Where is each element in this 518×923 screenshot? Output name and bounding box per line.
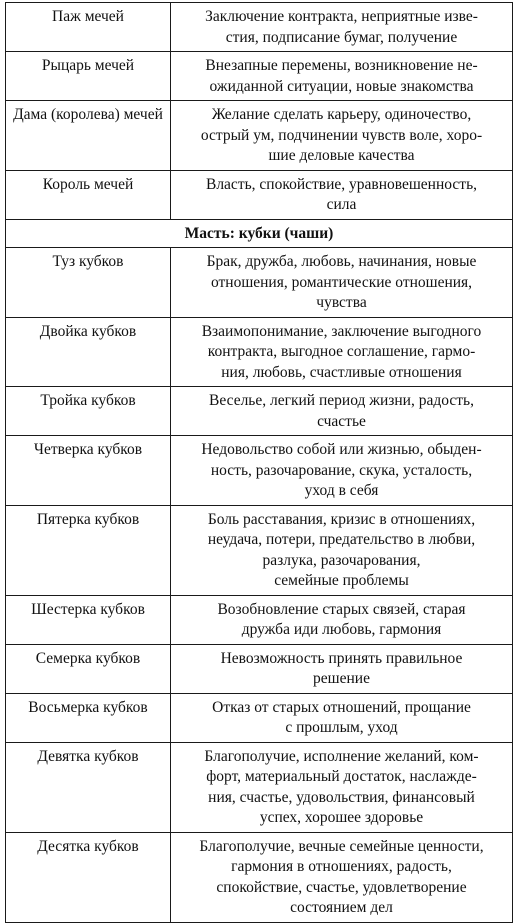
meaning-line: Брак, дружба, любовь, начинания, новые: [206, 253, 477, 270]
meaning-line: Боль расставания, кризис в отношениях,: [207, 510, 476, 528]
card-meaning: [171, 436, 513, 506]
meaning-line: решение: [313, 670, 370, 687]
meaning-line: Отказ от старых отношений, прощание: [212, 698, 471, 716]
meaning-line: чувства: [316, 294, 367, 311]
section-title: Масть: кубки (чаши): [6, 219, 513, 248]
card-name: Тройка кубков: [6, 387, 171, 436]
meaning-line: Веселье, легкий период жизни, радость,: [209, 392, 474, 409]
meaning-line: шие деловые качества: [268, 147, 415, 164]
card-meaning: [171, 3, 513, 52]
card-name: Рыцарь мечей: [6, 52, 171, 101]
meaning-line: ность, разочарование, скука, усталость,: [210, 461, 473, 479]
meaning-line: Желание сделать карьеру, одиночество,: [211, 106, 472, 123]
meaning-line: семейные проблемы: [274, 572, 409, 589]
card-meaning: [171, 317, 513, 387]
card-name: Девятка кубков: [6, 742, 171, 832]
table-row: [6, 101, 513, 171]
card-meaning: [171, 387, 513, 436]
meaning-line: счастье: [317, 412, 366, 430]
meaning-line: Внезапные перемены, возникновение не-: [205, 57, 478, 74]
meaning-line: Благополучие, исполнение желаний, ком-: [204, 747, 479, 765]
meaning-line: неудача, потери, предательство в любви,: [207, 531, 476, 548]
card-name: Паж мечей: [6, 3, 171, 52]
card-meaning: [171, 832, 513, 922]
meaning-line: Заключение контракта, неприятные изве-: [205, 8, 478, 25]
card-name: Туз кубков: [6, 248, 171, 318]
card-meaning: [171, 742, 513, 832]
table-row: [6, 52, 513, 101]
table-row: [6, 505, 513, 595]
table-row: [6, 644, 513, 693]
meaning-line: Благополучие, вечные семейные ценности,: [199, 837, 484, 855]
meaning-line: Взаимопонимание, заключение выгодного: [201, 322, 482, 340]
card-meaning: [171, 595, 513, 644]
card-meaning: [171, 52, 513, 101]
swords-rows: [6, 3, 513, 220]
cups-section-header: [6, 219, 513, 248]
table-row: [6, 248, 513, 318]
section-header-row: [6, 219, 513, 248]
table-row: [6, 3, 513, 52]
table-row: [6, 436, 513, 506]
card-meaning: [171, 505, 513, 595]
meaning-line: ожиданной ситуации, новые знакомства: [209, 77, 474, 95]
table-row: [6, 387, 513, 436]
meaning-line: Недовольство собой или жизнью, обыден-: [201, 441, 482, 458]
card-meaning: [171, 693, 513, 742]
table-row: [6, 170, 513, 219]
card-meaning: [171, 101, 513, 171]
tarot-meanings-table: [5, 2, 513, 923]
table-row: [6, 693, 513, 742]
card-name: Дама (королева) мечей: [6, 101, 171, 171]
table-row: [6, 595, 513, 644]
card-meaning: [171, 644, 513, 693]
meaning-line: уход в себя: [304, 482, 379, 499]
meaning-line: Власть, спокойствие, уравновешенность,: [205, 175, 478, 193]
table-row: [6, 832, 513, 922]
meaning-line: с прошлым, уход: [285, 719, 398, 736]
card-meaning: [171, 248, 513, 318]
card-name: Десятка кубков: [6, 832, 171, 922]
meaning-line: гармония в отношениях, радость,: [231, 858, 452, 875]
card-name: Двойка кубков: [6, 317, 171, 387]
table-row: [6, 742, 513, 832]
card-name: Четверка кубков: [6, 436, 171, 506]
meaning-line: успех, хорошее здоровье: [259, 809, 424, 826]
cups-rows: [6, 248, 513, 923]
meaning-line: разлука, разочарования,: [262, 551, 421, 569]
card-name: Семерка кубков: [6, 644, 171, 693]
meaning-line: ния, любовь, счастливые отношения: [221, 363, 462, 381]
meaning-line: сила: [326, 196, 357, 213]
card-name: Пятерка кубков: [6, 505, 171, 595]
meaning-line: контракта, выгодное соглашение, гармо-: [207, 343, 476, 360]
meaning-line: острый ум, подчинении чувств воле, хоро-: [200, 126, 483, 144]
card-name: Шестерка кубков: [6, 595, 171, 644]
meaning-line: состоянием дел: [290, 899, 393, 916]
card-name: Восьмерка кубков: [6, 693, 171, 742]
meaning-line: Невозможность принять правильное: [220, 649, 463, 667]
card-meaning: [171, 170, 513, 219]
table-row: [6, 317, 513, 387]
meaning-line: спокойствие, счастье, удовлетворение: [216, 878, 467, 896]
meaning-line: форт, материальный достаток, наслажде-: [206, 768, 477, 785]
meaning-line: ния, счастье, удовольствия, финансовый: [208, 788, 475, 806]
meaning-line: стия, подписание бумаг, получение: [225, 28, 458, 46]
meaning-line: дружба иди любовь, гармония: [241, 621, 442, 638]
meaning-line: Возобновление старых связей, старая: [217, 600, 466, 618]
meaning-line: отношения, романтические отношения,: [210, 273, 473, 291]
card-name: Король мечей: [6, 170, 171, 219]
